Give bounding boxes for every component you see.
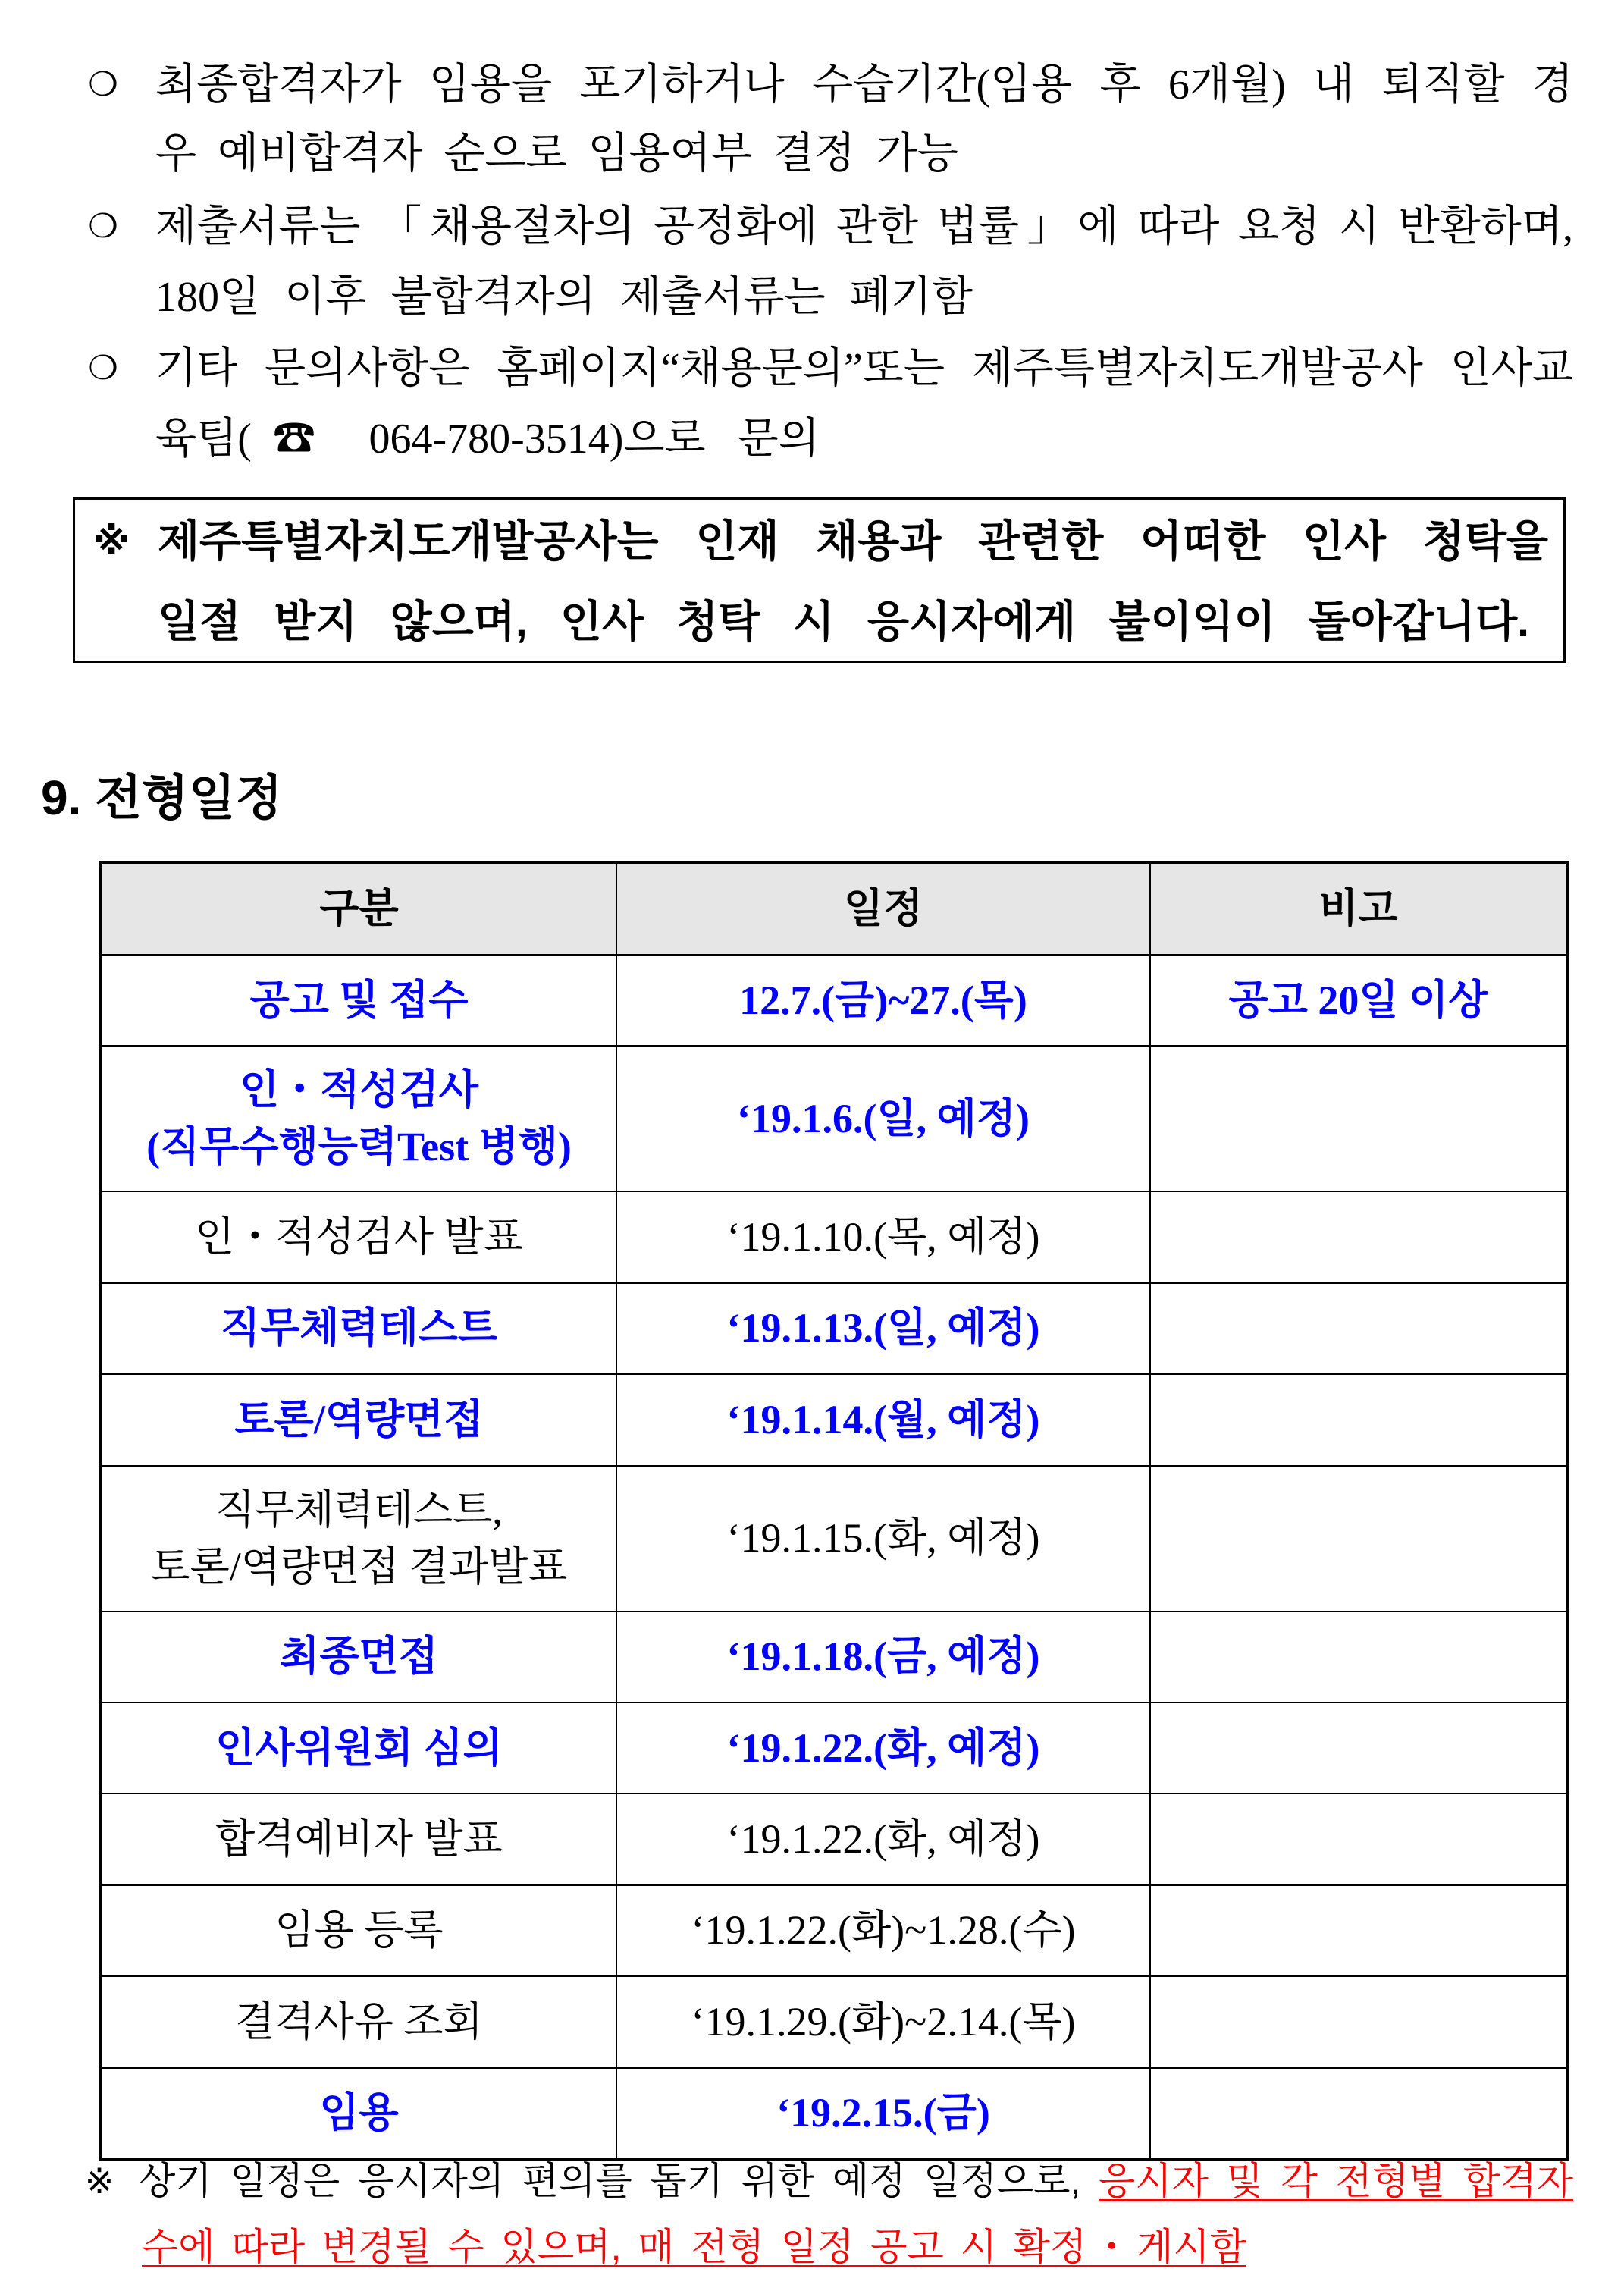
reference-mark-icon: ※	[84, 2161, 114, 2201]
stage-name-line: 토론/역량면접	[234, 1396, 484, 1442]
footnote-emphasis: 수에 따라 변경될 수 있으며, 매 전형 일정 공고 시 확정・게시함	[142, 2226, 1246, 2268]
note-cell	[1150, 1976, 1567, 2067]
bullet-text-line: 제출서류는 「채용절차의 공정화에 관한 법률」에 따라 요청 시 반환하며,	[155, 203, 1573, 250]
date-text: ‘19.1.15.(화, 예정)	[726, 1515, 1040, 1561]
stage-cell	[101, 1191, 616, 1282]
date-cell	[616, 2068, 1150, 2160]
date-text: ‘19.1.22.(화)~1.28.(수)	[691, 1907, 1076, 1954]
note-cell	[1150, 1702, 1567, 1793]
table-header-row	[101, 862, 1567, 955]
note-cell	[1150, 1611, 1567, 1702]
date-cell	[616, 1793, 1150, 1884]
date-cell	[616, 1885, 1150, 1976]
note-cell	[1150, 1466, 1567, 1611]
footnote-line	[142, 2224, 1246, 2279]
stage-name-line: 인・적성검사 발표	[195, 1214, 523, 1260]
note-text: 공고 20일 이상	[1228, 977, 1488, 1023]
date-text: ‘19.2.15.(금)	[776, 2090, 990, 2136]
bullet-circle-icon: ❍	[88, 65, 118, 104]
bullet-text-line: 기타 문의사항은 홈페이지“채용문의”또는 제주특별자치도개발공사 인사교	[155, 345, 1573, 392]
stage-cell	[101, 1046, 616, 1191]
stage-name-line: 인・적성검사	[240, 1067, 478, 1113]
date-cell	[616, 1611, 1150, 1702]
table-row	[101, 955, 1567, 1046]
table-row	[101, 1702, 1567, 1793]
stage-cell	[101, 1283, 616, 1374]
table-row	[101, 1611, 1567, 1702]
note-cell	[1150, 955, 1567, 1046]
date-cell	[616, 955, 1150, 1046]
bullet-circle-icon: ❍	[88, 207, 118, 246]
note-cell	[1150, 1885, 1567, 1976]
date-text: ‘19.1.10.(목, 예정)	[726, 1214, 1040, 1260]
stage-name-line: 공고 및 접수	[249, 977, 469, 1023]
table-row	[101, 2068, 1567, 2160]
note-cell	[1150, 1046, 1567, 1191]
date-text: 12.7.(금)~27.(목)	[739, 977, 1027, 1023]
stage-name-line: 직무체력테스트,	[215, 1486, 503, 1533]
note-cell	[1150, 1283, 1567, 1374]
table-header-cell: 비고	[1150, 862, 1567, 955]
table-row	[101, 1046, 1567, 1191]
stage-name-line: 결격사유 조회	[235, 1998, 483, 2045]
stage-name-line: 토론/역량면접 결과발표	[150, 1543, 568, 1589]
stage-cell	[101, 1976, 616, 2067]
footnote-text: 상기 일정은 응시자의 편의를 돕기 위한 예정 일정으로,	[139, 2160, 1099, 2202]
stage-name-line: 인사위원회 심의	[215, 1724, 503, 1771]
date-cell	[616, 1191, 1150, 1282]
bullet-text-line: 육팀(☎ 064-780-3514)으로 문의	[155, 416, 820, 463]
footnote-emphasis: 응시자 및 각 전형별 합격자	[1098, 2160, 1573, 2202]
stage-name-line: 최종면접	[280, 1633, 438, 1680]
reference-mark-icon: ※	[92, 519, 130, 563]
stage-name-line: (직무수행능력Test 병행)	[146, 1124, 572, 1170]
date-cell	[616, 1374, 1150, 1465]
bullet-text-line: 180일 이후 불합격자의 제출서류는 폐기함	[155, 274, 973, 321]
footnote-line	[139, 2158, 1573, 2213]
table-row	[101, 1885, 1567, 1976]
stage-cell	[101, 1374, 616, 1465]
stage-cell	[101, 1702, 616, 1793]
date-text: ‘19.1.6.(일, 예정)	[737, 1095, 1030, 1141]
stage-cell	[101, 1611, 616, 1702]
stage-cell	[101, 2068, 616, 2160]
stage-cell	[101, 1885, 616, 1976]
date-text: ‘19.1.18.(금, 예정)	[726, 1633, 1040, 1680]
date-text: ‘19.1.13.(일, 예정)	[726, 1305, 1040, 1351]
date-cell	[616, 1466, 1150, 1611]
schedule-table-body	[101, 955, 1567, 2160]
date-text: ‘19.1.22.(화, 예정)	[726, 1816, 1040, 1863]
date-cell	[616, 1283, 1150, 1374]
stage-name-line: 임용 등록	[274, 1907, 444, 1954]
stage-cell	[101, 1793, 616, 1884]
stage-name-line: 합격예비자 발표	[215, 1816, 503, 1863]
section-title: 9. 전형일정	[41, 770, 283, 825]
date-cell	[616, 1702, 1150, 1793]
note-cell	[1150, 1374, 1567, 1465]
date-text: ‘19.1.29.(화)~2.14.(목)	[691, 1998, 1076, 2045]
stage-cell	[101, 955, 616, 1046]
notice-line: 제주특별자치도개발공사는 인재 채용과 관련한 어떠한 인사 청탁을	[158, 517, 1548, 566]
table-row	[101, 1793, 1567, 1884]
notice-box	[73, 497, 1566, 663]
table-row	[101, 1374, 1567, 1465]
stage-cell	[101, 1466, 616, 1611]
stage-name-line: 직무체력테스트	[220, 1305, 498, 1351]
date-text: ‘19.1.14.(월, 예정)	[726, 1396, 1040, 1442]
bullet-text-line: 최종합격자가 임용을 포기하거나 수습기간(임용 후 6개월) 내 퇴직할 경	[155, 61, 1573, 108]
notice-line: 일절 받지 않으며, 인사 청탁 시 응시자에게 불이익이 돌아갑니다.	[158, 598, 1529, 646]
date-cell	[616, 1046, 1150, 1191]
note-cell	[1150, 2068, 1567, 2160]
table-header-cell: 구분	[101, 862, 616, 955]
note-cell	[1150, 1191, 1567, 1282]
table-row	[101, 1976, 1567, 2067]
table-header-cell: 일정	[616, 862, 1150, 955]
table-row	[101, 1283, 1567, 1374]
stage-name-line: 임용	[319, 2090, 399, 2136]
bullet-text-line: 우 예비합격자 순으로 임용여부 결정 가능	[155, 130, 958, 177]
bullet-circle-icon: ❍	[88, 349, 118, 388]
table-row	[101, 1466, 1567, 1611]
table-row	[101, 1191, 1567, 1282]
schedule-table	[99, 861, 1569, 2161]
note-cell	[1150, 1793, 1567, 1884]
date-cell	[616, 1976, 1150, 2067]
date-text: ‘19.1.22.(화, 예정)	[726, 1724, 1040, 1771]
